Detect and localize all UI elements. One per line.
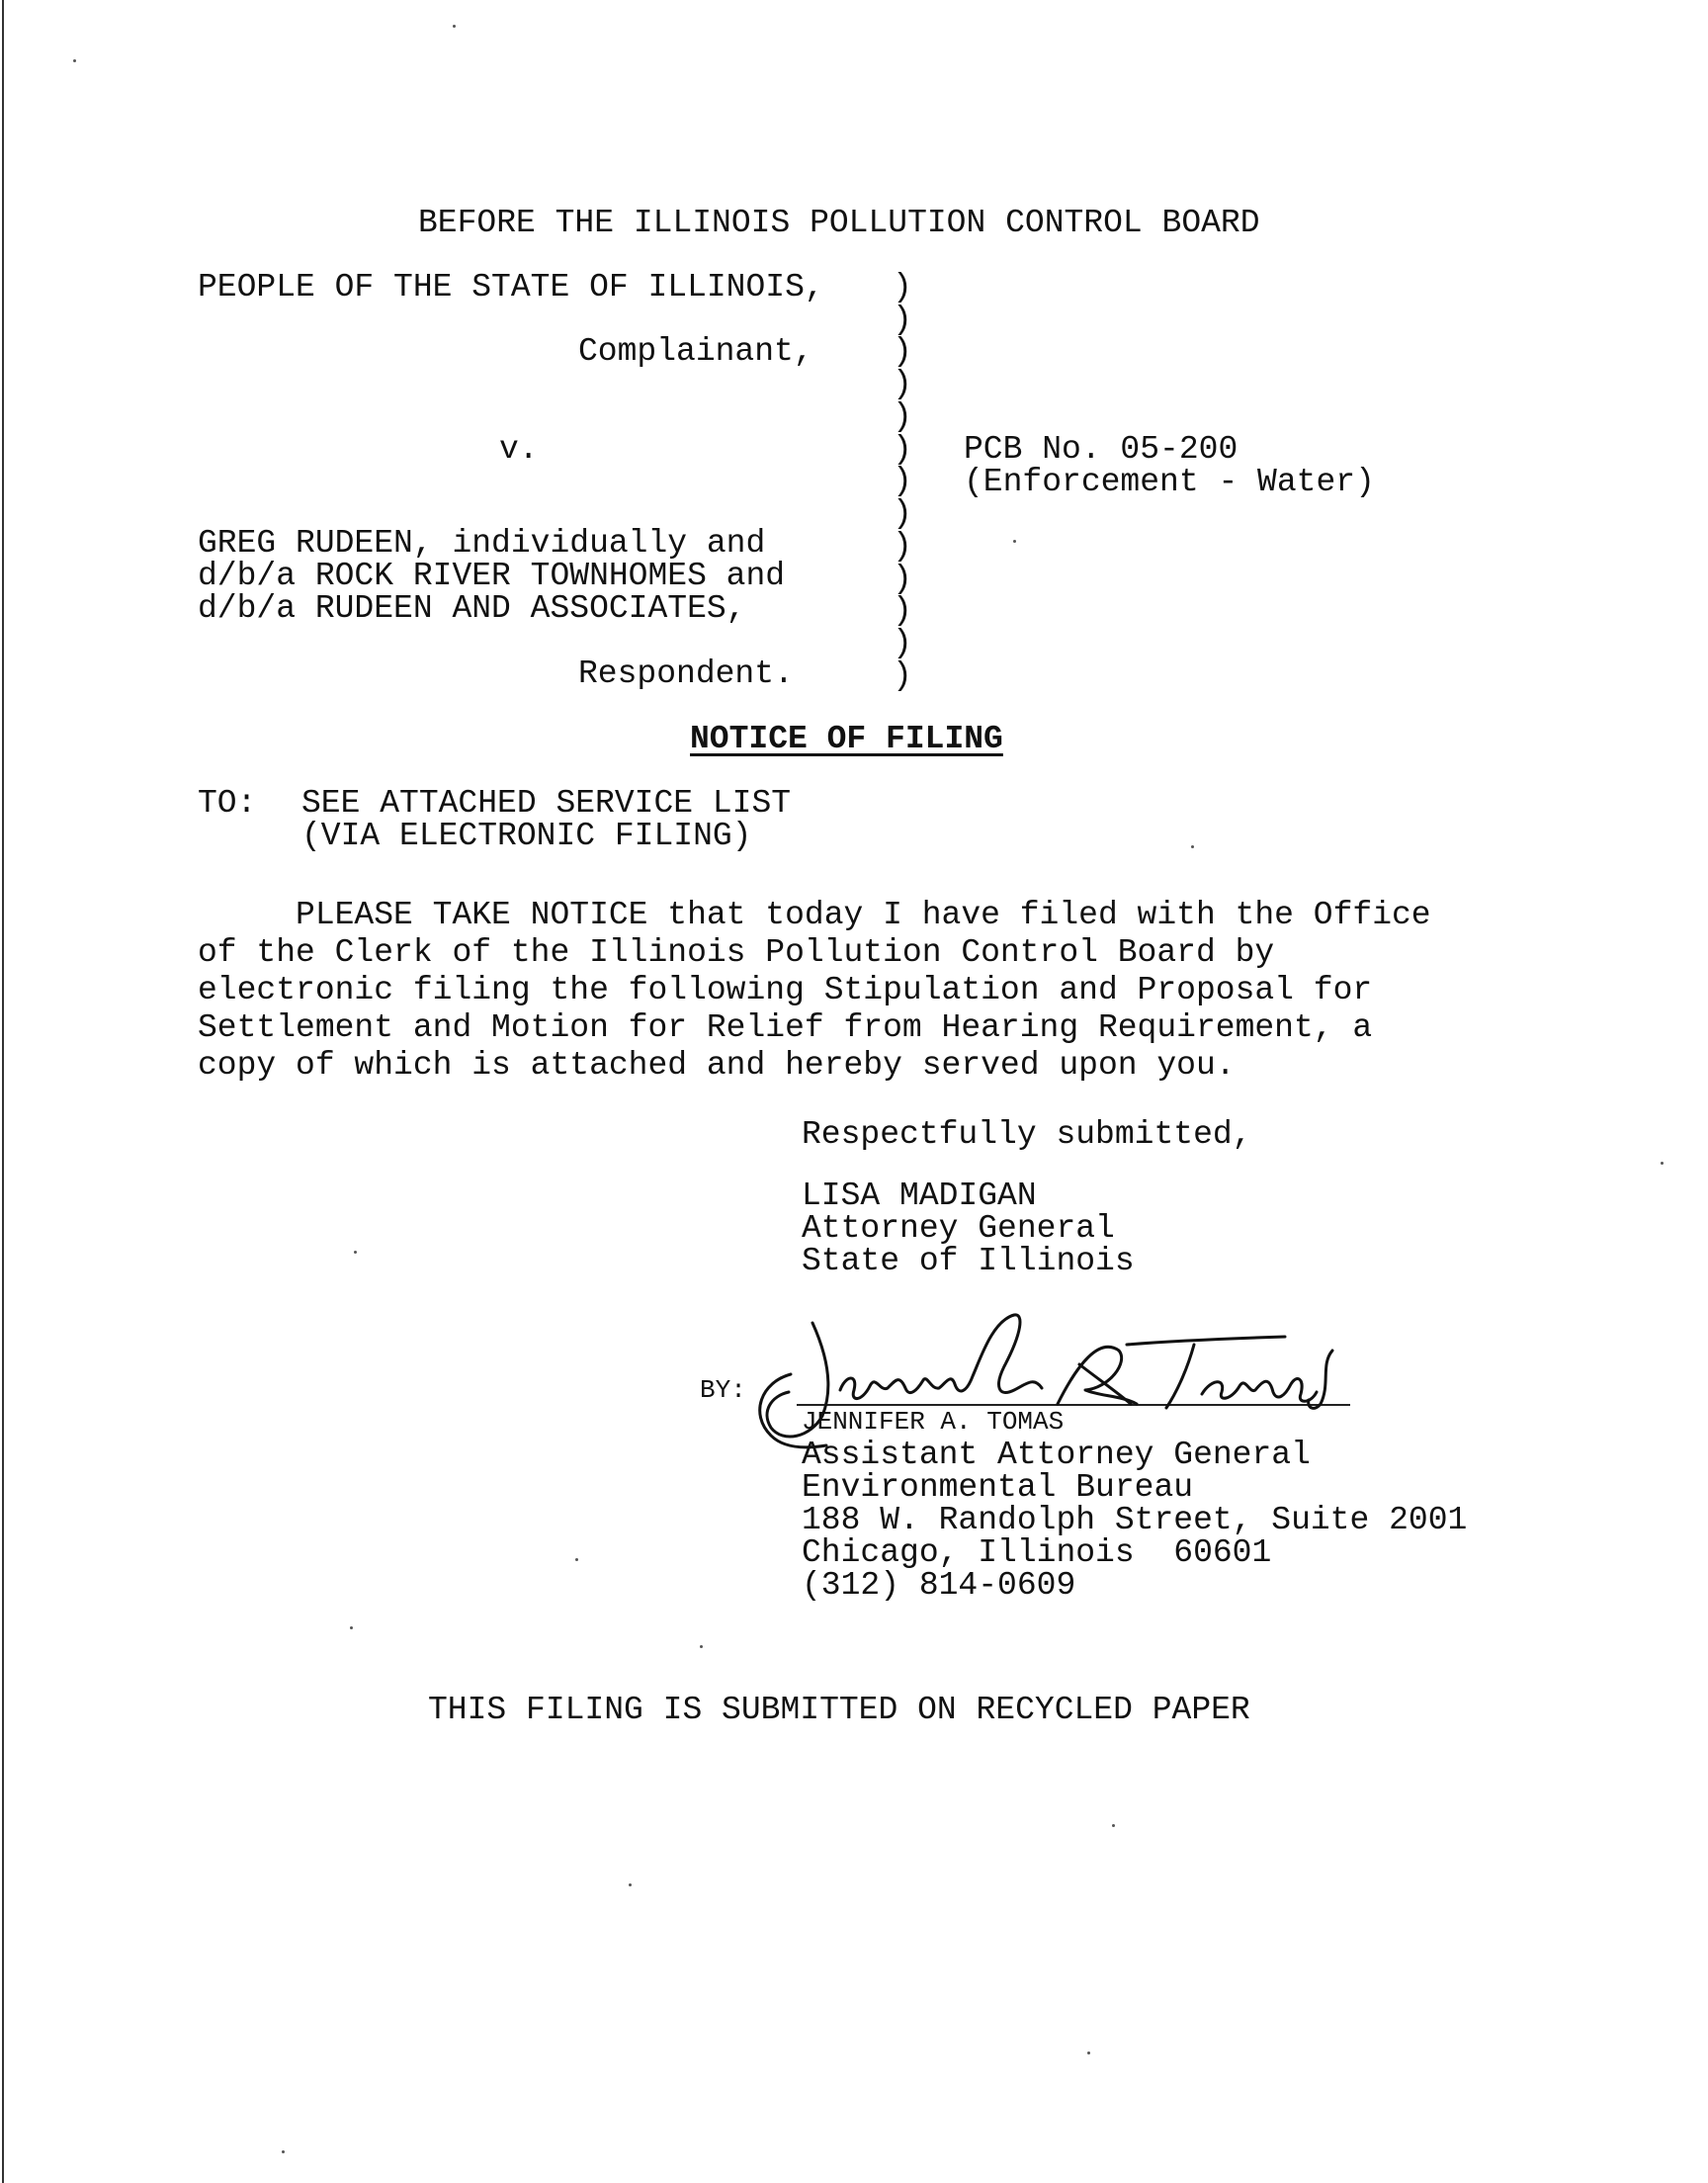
- recycled-paper-footer: THIS FILING IS SUBMITTED ON RECYCLED PAPER: [428, 1692, 1250, 1728]
- scan-speck: [629, 1883, 632, 1886]
- caption-paren: ): [893, 625, 912, 661]
- versus-label: v.: [499, 431, 539, 468]
- caption-paren: ): [893, 333, 912, 370]
- notice-heading: NOTICE OF FILING: [690, 721, 1003, 757]
- scan-speck: [1191, 845, 1194, 848]
- to-line-2: (VIA ELECTRONIC FILING): [301, 818, 752, 854]
- signer-city: Chicago, Illinois 60601: [802, 1534, 1272, 1571]
- caption-paren: ): [893, 463, 912, 499]
- signer-bureau: Environmental Bureau: [802, 1469, 1194, 1506]
- signer-street: 188 W. Randolph Street, Suite 2001: [802, 1502, 1468, 1538]
- defendant-line-3: d/b/a RUDEEN AND ASSOCIATES,: [198, 590, 746, 627]
- scan-speck: [575, 1558, 578, 1561]
- plaintiff-role: Complainant,: [578, 333, 813, 370]
- scan-speck: [453, 25, 456, 28]
- scan-speck: [700, 1645, 703, 1648]
- to-line-1: SEE ATTACHED SERVICE LIST: [301, 785, 792, 822]
- scan-speck: [350, 1626, 353, 1629]
- defendant-line-1: GREG RUDEEN, individually and: [198, 525, 766, 562]
- caption-paren: ): [893, 657, 912, 694]
- scan-speck: [282, 2150, 285, 2153]
- scan-speck: [1087, 2052, 1090, 2054]
- caption-paren: ): [893, 302, 912, 338]
- body-line-1: PLEASE TAKE NOTICE that today I have filed with the Office: [198, 897, 1431, 933]
- scan-speck: [1661, 1162, 1664, 1165]
- caption-paren: ): [893, 398, 912, 435]
- scan-speck: [1013, 540, 1016, 543]
- caption-paren: ): [893, 495, 912, 532]
- body-line-4: Settlement and Motion for Relief from Hearing Requirement, a: [198, 1009, 1373, 1046]
- caption-paren: ): [893, 528, 912, 565]
- body-line-2: of the Clerk of the Illinois Pollution Control Board by: [198, 934, 1275, 971]
- attorney-state: State of Illinois: [802, 1243, 1135, 1279]
- caption-paren: ): [893, 269, 912, 306]
- signer-phone: (312) 814-0609: [802, 1567, 1076, 1604]
- caption-paren: ): [893, 592, 912, 629]
- to-label: TO:: [198, 785, 257, 822]
- caption-paren: ): [893, 366, 912, 402]
- case-number: PCB No. 05-200: [964, 431, 1238, 468]
- signer-title: Assistant Attorney General: [802, 1437, 1311, 1473]
- scan-edge-line: [2, 0, 4, 2183]
- scan-speck: [1112, 1824, 1115, 1827]
- body-line-5: copy of which is attached and hereby served upon you.: [198, 1047, 1236, 1084]
- board-title: BEFORE THE ILLINOIS POLLUTION CONTROL BOARD: [418, 205, 1260, 241]
- caption-paren: ): [893, 561, 912, 597]
- closing-line: Respectfully submitted,: [802, 1116, 1252, 1153]
- plaintiff-name: PEOPLE OF THE STATE OF ILLINOIS,: [198, 269, 824, 306]
- by-label: BY:: [700, 1375, 746, 1405]
- caption-paren: ): [893, 431, 912, 468]
- attorney-name: LISA MADIGAN: [802, 1178, 1037, 1214]
- attorney-title: Attorney General: [802, 1210, 1115, 1247]
- scan-speck: [73, 59, 76, 62]
- body-line-3: electronic filing the following Stipulation and Proposal for: [198, 972, 1373, 1008]
- defendant-line-2: d/b/a ROCK RIVER TOWNHOMES and: [198, 558, 786, 594]
- signer-printed-name: JENNIFER A. TOMAS: [802, 1407, 1065, 1437]
- defendant-role: Respondent.: [578, 655, 794, 692]
- scan-speck: [354, 1251, 357, 1254]
- case-type: (Enforcement - Water): [964, 464, 1375, 500]
